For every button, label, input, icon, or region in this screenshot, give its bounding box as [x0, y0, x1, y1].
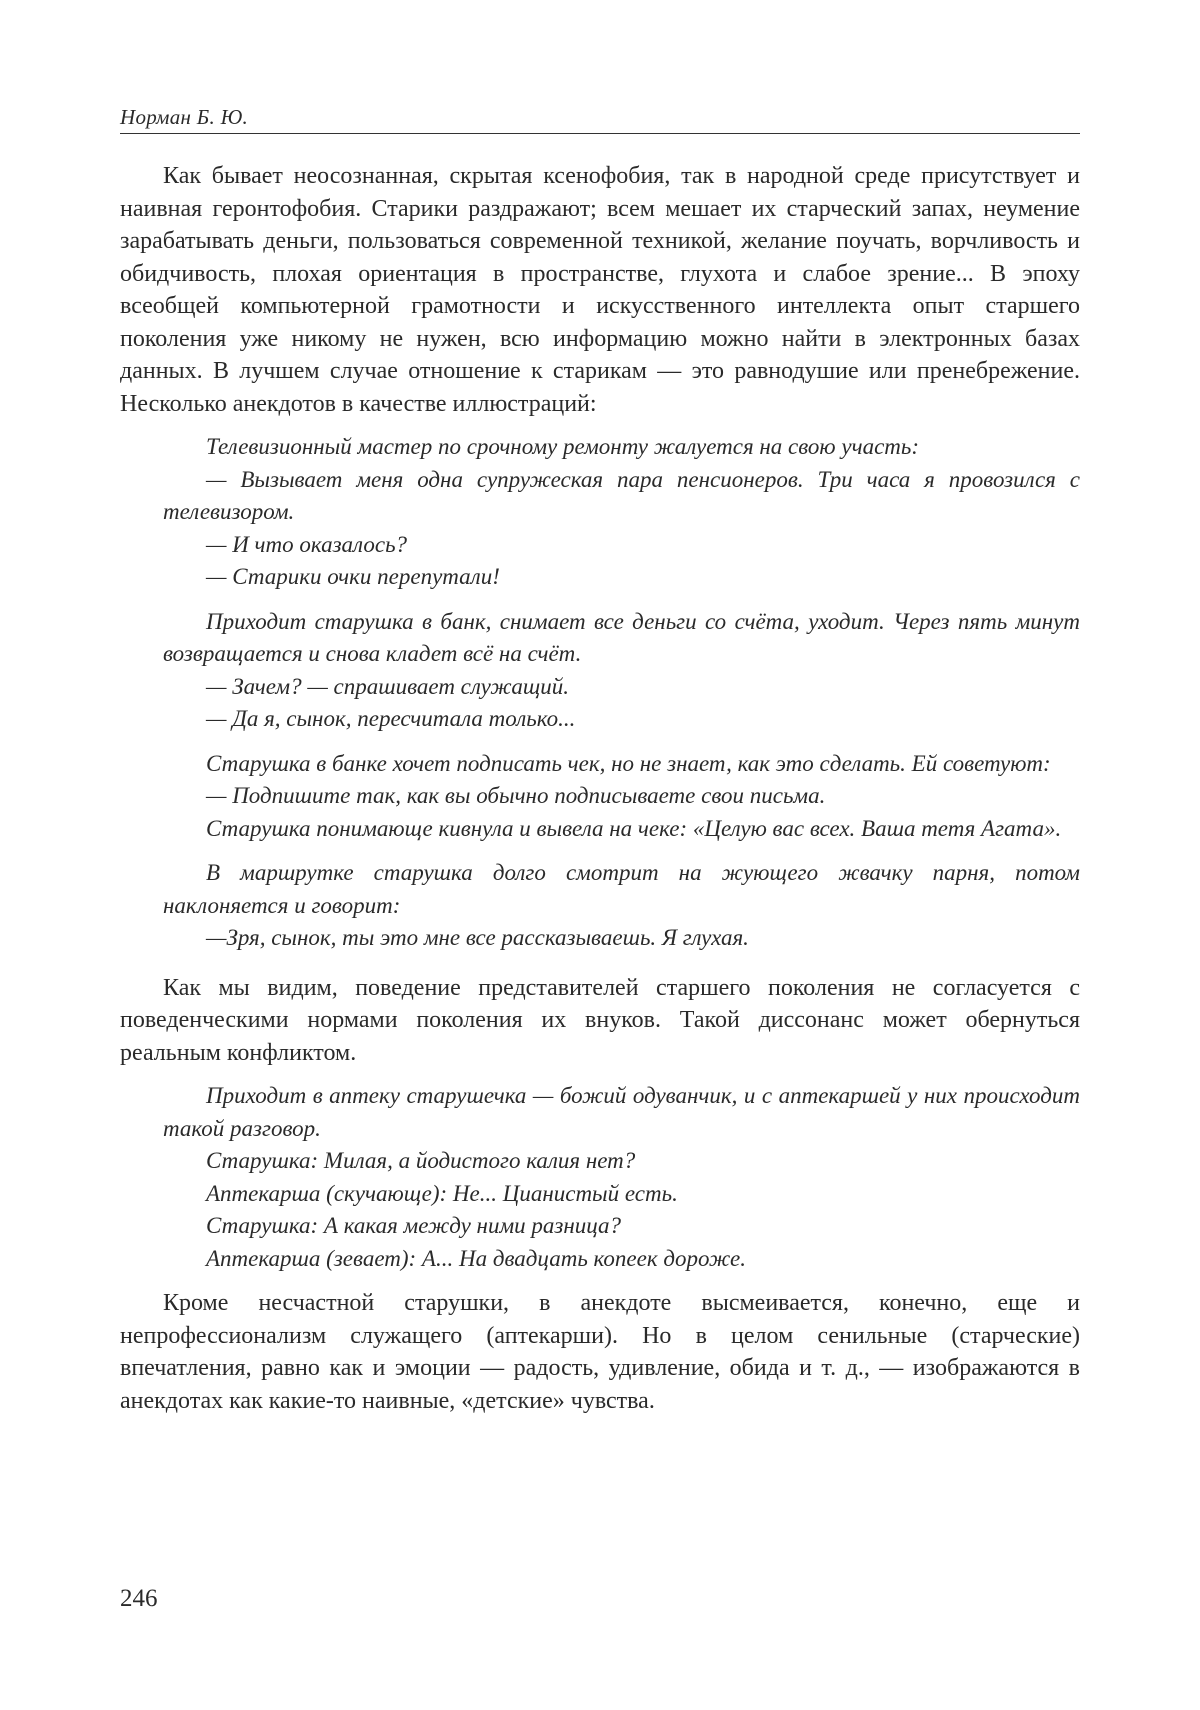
page-content	[120, 160, 1080, 1417]
joke-line: Телевизионный мастер по срочному ремонту жалуется на свою участь:	[206, 434, 920, 459]
joke-line: Аптекарша (скучающе): Не... Цианистый есть.	[206, 1180, 678, 1206]
joke-block-bank-money	[163, 606, 1080, 736]
page-number: 246	[120, 1585, 158, 1612]
body-paragraph: Как бывает неосознанная, скрытая ксенофобия, так в народной среде присутствует и наивная геронтофобия. Старики раздражают; всем мешает их старческий запах, неумение зарабатывать деньги, пользоваться современной техникой, желание поучать, ворчливость и обидчивость, плохая ориентация в пространстве, глухота и слабое зрение... В эпоху всеобщей компьютерной грамотности и искусственного интеллекта опыт старшего поколения уже никому не нужен, всю информацию можно найти в электронных базах данных. В лучшем случае отношение к старикам — это равнодушие или пренебрежение. Несколько анекдотов в качестве иллюстраций:	[120, 163, 1080, 417]
header-rule	[120, 133, 1080, 134]
joke-line: — Подпишите так, как вы обычно подписываете свои письма.	[206, 783, 826, 808]
joke-line: — Да я, сынок, пересчитала только...	[206, 706, 576, 731]
joke-line: Старушка понимающе кивнула и вывела на чеке: «Целую вас всех. Ваша тетя Агата».	[206, 815, 1062, 841]
joke-block-bank-check	[163, 748, 1080, 846]
joke-line: — Старики очки перепутали!	[206, 564, 500, 589]
joke-line: В маршрутке старушка долго смотрит на жующего жвачку парня, потом наклоняется и говорит:	[163, 860, 1080, 918]
joke-line: Старушка: А какая между ними разница?	[206, 1213, 622, 1238]
joke-block-minibus	[163, 857, 1080, 955]
joke-line: — И что оказалось?	[206, 531, 408, 557]
joke-block-pharmacy	[163, 1080, 1080, 1275]
body-paragraph: Как мы видим, поведение представителей старшего поколения не согласуется с поведенческими нормами поколения их внуков. Такой диссонанс может обернуться реальным конфликтом.	[120, 974, 1080, 1066]
joke-line: Старушка в банке хочет подписать чек, но не знает, как это сделать. Ей советуют:	[206, 750, 1051, 776]
joke-line: Старушка: Милая, а йодистого калия нет?	[206, 1148, 636, 1173]
joke-block-tv-master	[163, 431, 1080, 594]
body-paragraph: Кроме несчастной старушки, в анекдоте высмеивается, конечно, еще и непрофессионализм служащего (аптекарши). Но в целом сенильные (старческие) впечатления, равно как и эмоции — радость, удивление, обида и т. д., — изображаются в анекдотах как какие-то наивные, «детские» чувства.	[120, 1290, 1080, 1414]
joke-line: — Зачем? — спрашивает служащий.	[206, 673, 569, 699]
joke-line: Аптекарша (зевает): А... На двадцать копеек дороже.	[206, 1245, 746, 1271]
joke-line: — Вызывает меня одна супружеская пара пенсионеров. Три часа я провозился с телевизором.	[163, 466, 1080, 524]
joke-line: —Зря, сынок, ты это мне все рассказываешь. Я глухая.	[206, 925, 749, 950]
joke-line: Приходит в аптеку старушечка — божий одуванчик, и с аптекаршей у них происходит такой разговор.	[163, 1083, 1080, 1141]
joke-line: Приходит старушка в банк, снимает все деньги со счёта, уходит. Через пять минут возвращается и снова кладет всё на счёт.	[163, 608, 1080, 666]
running-head: Норман Б. Ю.	[120, 105, 249, 129]
